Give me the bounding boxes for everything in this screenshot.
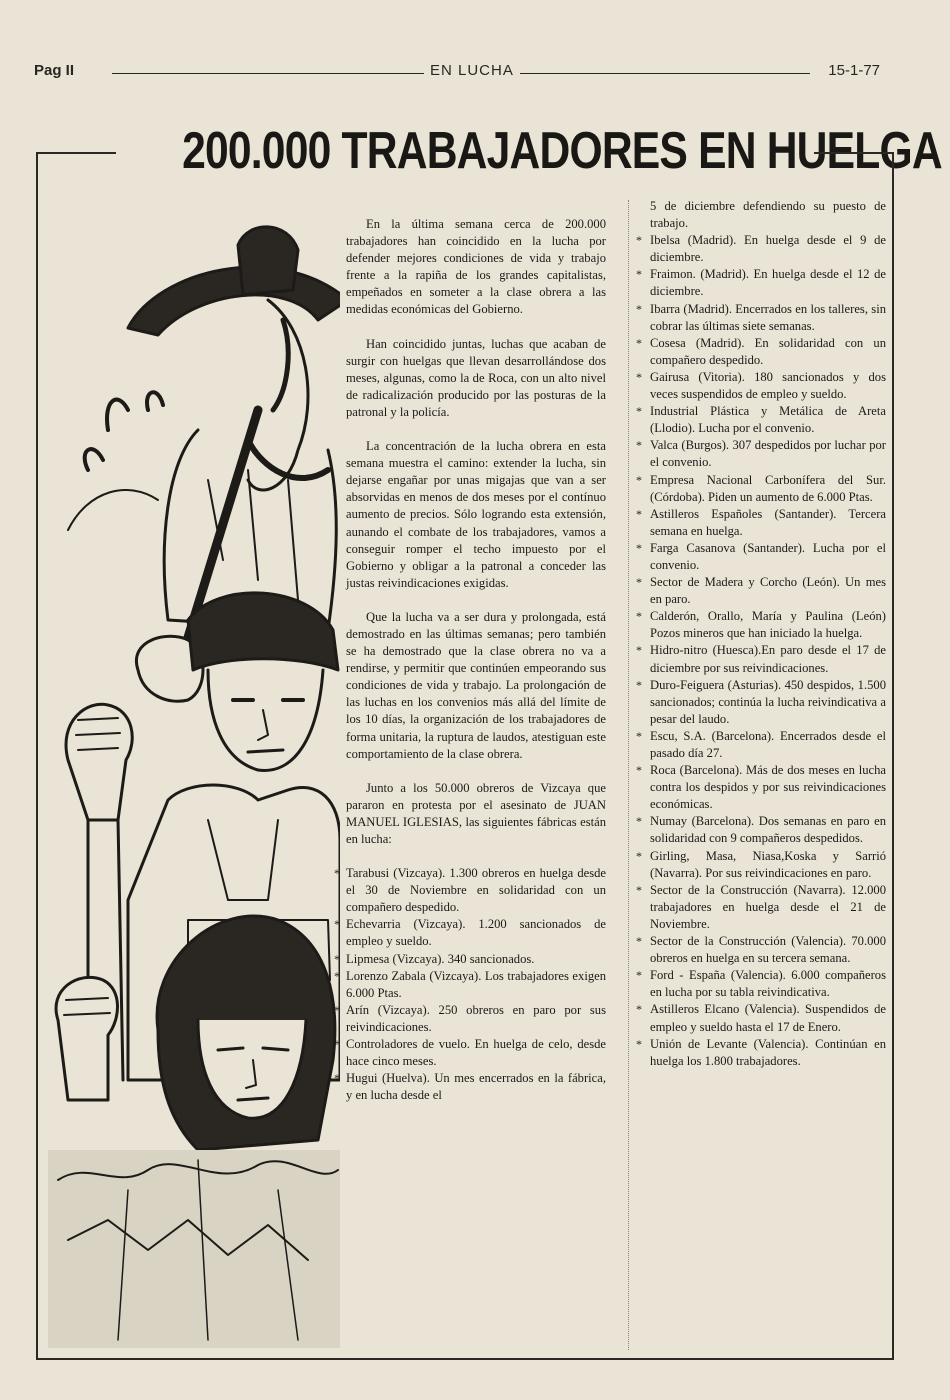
list-continuation: 5 de diciembre defendiendo su puesto de trabajo. <box>650 199 886 231</box>
list-item: * Escu, S.A. (Barcelona). Encerrados desde el pasado día 27. <box>636 728 886 760</box>
factory-list-right <box>636 232 886 1070</box>
paragraph: Junto a los 50.000 obreros de Vizcaya que pararon en protesta por el asesinato de JUAN MANUEL IGLESIAS, las siguientes fábricas están en lucha: <box>346 780 606 846</box>
list-item: * Ibarra (Madrid). Encerrados en los talleres, sin cobrar las últimas siete semanas. <box>636 301 886 333</box>
list-item: * Farga Casanova (Santander). Lucha por el convenio. <box>636 540 886 572</box>
bullet-icon: * <box>636 575 642 590</box>
list-item: * Duro-Feiguera (Asturias). 450 despidos, 1.500 sancionados; continúa la lucha reivindicativa a pesar del laudo. <box>636 677 886 726</box>
list-item: * Fraimon. (Madrid). En huelga desde el 12 de diciembre. <box>636 267 886 299</box>
list-item: * Girling, Masa, Niasa,Koska y Sarrió (Navarra). Por sus reivindicaciones en paro. <box>636 848 886 880</box>
bullet-icon: * <box>636 369 642 384</box>
paragraph: Han coincidido juntas, luchas que acaban de surgir con huelgas que llevan desarrollándose dos meses, algunas, como la de Roca, con un alto nivel de radicalización producido por las posturas de la patronal y la policía. <box>346 336 606 419</box>
bullet-icon: * <box>334 1071 340 1086</box>
list-item: * Tarabusi (Vizcaya). 1.300 obreros en huelga desde el 30 de Noviembre en solidaridad con un compañero despedido. <box>334 866 606 915</box>
list-item: * Lipmesa (Vizcaya). 340 sancionados. <box>346 951 606 968</box>
bullet-icon: * <box>334 1037 340 1052</box>
bullet-icon: * <box>636 643 642 658</box>
publication-name: EN LUCHA <box>424 62 520 79</box>
list-item: * Hugui (Huelva). Un mes encerrados en la fábrica, y en lucha desde el <box>334 1071 606 1103</box>
list-item: * Cosesa (Madrid). En solidaridad con un compañero despedido. <box>636 335 886 367</box>
list-item: * Echevarria (Vizcaya). 1.200 sancionados de empleo y sueldo. <box>334 917 606 949</box>
bullet-icon: * <box>334 951 340 966</box>
issue-date: 15-1-77 <box>822 62 880 79</box>
page-number: Pag II <box>34 62 80 79</box>
bullet-icon: * <box>636 540 642 555</box>
bullet-icon: * <box>636 1036 642 1051</box>
list-item: * Calderón, Orallo, María y Paulina (León) Pozos mineros que han iniciado la huelga. <box>636 609 886 641</box>
list-item: * Valca (Burgos). 307 despedidos por luchar por el convenio. <box>636 438 886 470</box>
bullet-icon: * <box>636 968 642 983</box>
list-item: * Lorenzo Zabala (Vizcaya). Los trabajadores exigen 6.000 Ptas. <box>334 968 606 1000</box>
bullet-icon: * <box>636 267 642 282</box>
bullet-icon: * <box>636 233 642 248</box>
bullet-icon: * <box>636 763 642 778</box>
paragraph: La concentración de la lucha obrera en esta semana muestra el camino: extender la lucha, sin dejarse engañar por unas migajas que van a ser absorvidas en menos de dos meses por el contínuo aumento de precios. Sólo logrando esta extensión, aunando el combate de los trabajadores, vamos a conseguir romper el techo impuesto por el Gobierno y obligar a la patronal a conceder las justas reivindicaciones exigidas. <box>346 439 606 590</box>
bullet-icon: * <box>636 404 642 419</box>
bullet-icon: * <box>334 866 340 881</box>
column-divider <box>628 200 629 1350</box>
bullet-icon: * <box>636 1002 642 1017</box>
list-item: * Roca (Barcelona). Más de dos meses en lucha contra los despidos y por sus reivindicaciones económicas. <box>636 763 886 812</box>
list-item: * Empresa Nacional Carbonífera del Sur. (Córdoba). Piden un aumento de 6.000 Ptas. <box>636 472 886 504</box>
list-item: * Sector de la Construcción (Valencia). 70.000 obreros en huelga en su tercera semana. <box>636 934 886 966</box>
bullet-icon: * <box>636 438 642 453</box>
worker-illustration <box>48 200 340 1348</box>
bullet-icon: * <box>636 882 642 897</box>
bullet-icon: * <box>636 609 642 624</box>
bullet-icon: * <box>636 506 642 521</box>
list-item: * Sector de Madera y Corcho (León). Un mes en paro. <box>636 575 886 607</box>
list-item: * Astilleros Elcano (Valencia). Suspendidos de empleo y sueldo hasta el 17 de Enero. <box>636 1002 886 1034</box>
bullet-icon: * <box>636 677 642 692</box>
list-item: * Unión de Levante (Valencia). Continúan en huelga los 1.800 trabajadores. <box>636 1036 886 1068</box>
list-item: * Astilleros Españoles (Santander). Tercera semana en huelga. <box>636 506 886 538</box>
page-header <box>34 62 880 88</box>
bullet-icon: * <box>636 472 642 487</box>
list-item: * Industrial Plástica y Metálica de Areta (Llodio). Lucha por el convenio. <box>636 404 886 436</box>
bullet-icon: * <box>636 301 642 316</box>
list-item: * Arín (Vizcaya). 250 obreros en paro por sus reivindicaciones. <box>334 1002 606 1034</box>
paragraph: En la última semana cerca de 200.000 trabajadores han coincidido en la lucha por defender mejores condiciones de vida y trabajo frente a la rapiña de los grandes capitalistas, empeñados en someter a la clase obrera a las medidas económicas del Gobierno. <box>346 217 606 317</box>
bullet-icon: * <box>334 917 340 932</box>
list-item: * Gairusa (Vitoria). 180 sancionados y dos veces suspendidos de empleo y sueldo. <box>636 369 886 402</box>
bullet-icon: * <box>334 968 340 983</box>
bullet-icon: * <box>636 934 642 949</box>
list-item: * Numay (Barcelona). Dos semanas en paro en solidaridad con 9 compañeros despedidos. <box>636 814 886 846</box>
factory-list-middle <box>334 865 606 1104</box>
list-item: * Ibelsa (Madrid). En huelga desde el 9 de diciembre. <box>636 233 886 265</box>
bullet-icon: * <box>636 335 642 350</box>
bullet-icon: * <box>636 728 642 743</box>
article-column-middle <box>334 216 606 1104</box>
list-item: * Sector de la Construcción (Navarra). 12.000 trabajadores en huelga desde el 21 de Noviembre. <box>636 882 886 931</box>
paragraph: Que la lucha va a ser dura y prolongada, está demostrado en las últimas semanas; pero también se ha demostrado que la clase obrera no va a rendirse, y permitir que continúen empeorando sus condiciones de vida y trabajo. La prolongación de las luchas en los convenios más allá del límite de los 10 días, la organización de los trabajadores de forma unitaria, la ruptura de laudos, atestiguan este comportamiento de la clase obrera. <box>346 609 606 761</box>
headline: 200.000 TRABAJADORES EN HUELGA <box>182 122 942 180</box>
bullet-icon: * <box>334 1002 340 1017</box>
article-column-right <box>636 198 886 1070</box>
bullet-icon: * <box>636 848 642 863</box>
list-item: * Ford - España (Valencia). 6.000 compañeros en lucha por su tabla reivindicativa. <box>636 968 886 1000</box>
list-item: * Hidro-nitro (Huesca).En paro desde el 17 de diciembre por sus reivindicaciones. <box>636 643 886 675</box>
list-item: * Controladores de vuelo. En huelga de celo, desde hace cinco meses. <box>334 1037 606 1069</box>
bullet-icon: * <box>636 814 642 829</box>
